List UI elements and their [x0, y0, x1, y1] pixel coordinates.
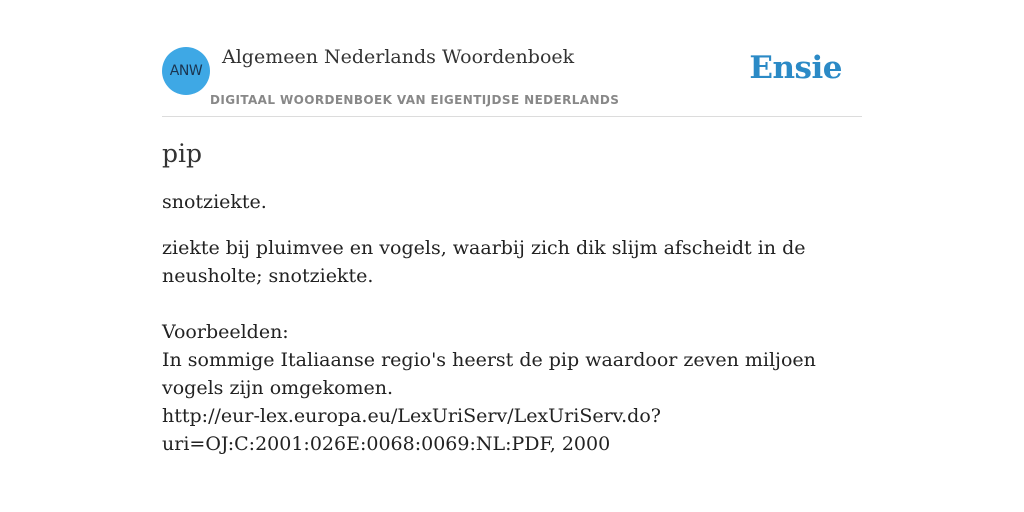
site-subtitle: DIGITAAL WOORDENBOEK VAN EIGENTIJDSE NEDERLANDS — [210, 93, 620, 107]
definition: ziekte bij pluimvee en vogels, waarbij zich dik slijm afscheidt in de neusholte; snotziekte. — [162, 237, 806, 287]
short-definition: snotziekte. — [162, 191, 267, 213]
ensie-logo-link[interactable]: Ensie — [749, 50, 842, 86]
example-source-line-1: http://eur-lex.europa.eu/LexUriServ/LexUriServ.do? — [162, 405, 661, 427]
example-text: In sommige Italiaanse regio's heerst de pip waardoor zeven miljoen vogels zijn omgekomen. — [162, 349, 816, 399]
site-title: Algemeen Nederlands Woordenboek — [222, 46, 575, 68]
anw-logo[interactable]: ANW — [162, 47, 210, 95]
spacer — [162, 290, 862, 318]
headword: pip — [162, 139, 203, 168]
entry-content — [162, 136, 862, 458]
examples-label: Voorbeelden: — [162, 321, 289, 343]
example-source-line-2: uri=OJ:C:2001:026E:0068:0069:NL:PDF, 2000 — [162, 433, 611, 455]
site-header — [162, 38, 862, 117]
